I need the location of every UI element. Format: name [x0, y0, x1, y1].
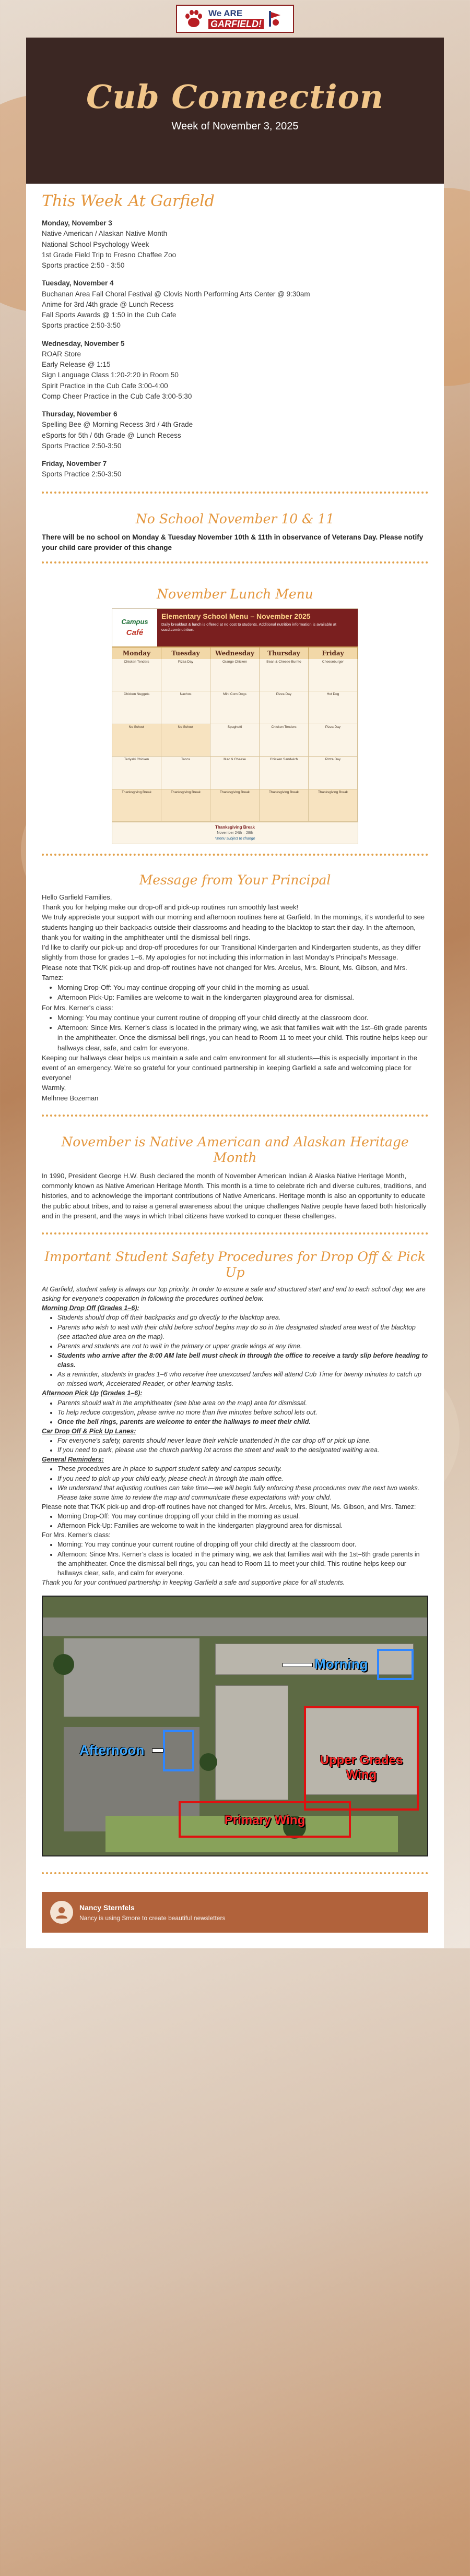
list-item: • Parents should wait in the amphitheater (see blue area on the map) area for dismissal. [57, 1398, 428, 1408]
safety-heading: Afternoon Pick Up (Grades 1–6): [42, 1389, 143, 1397]
menu-cell: Pizza Day [309, 757, 358, 789]
menu-cell: Pizza Day [309, 724, 358, 757]
menu-day-header: Wednesday [210, 648, 260, 659]
day-block [42, 339, 428, 402]
newsletter-title: Cub Connection [86, 78, 384, 116]
footer-sub: Nancy is using Smore to create beautiful newsletters [79, 1914, 226, 1922]
day-item: eSports for 5th / 6th Grade @ Lunch Recess [42, 431, 181, 439]
list-item: • Morning: You may continue your current routine of dropping off your child directly at the classroom door. [57, 1013, 428, 1023]
divider [42, 1232, 428, 1235]
safety-paragraph: For Mrs. Kerner's class: [42, 1531, 111, 1539]
principal-title: Message from Your Principal [139, 872, 331, 888]
list-item: • Afternoon Pick-Up: Families are welcome to wait in the kindergarten playground area for dismissal. [57, 992, 428, 1002]
safety-heading: Car Drop Off & Pick Up Lanes: [42, 1427, 136, 1435]
this-week-section [42, 184, 428, 480]
list-item: • For everyone's safety, parents should never leave their vehicle unattended in the car drop off or pick up lane. [57, 1436, 428, 1445]
day-item: Spelling Bee @ Morning Recess 3rd / 4th Grade [42, 421, 193, 429]
principal-paragraph: For Mrs. Kerner's class: [42, 1003, 113, 1012]
menu-cell: Chicken Tenders [260, 724, 309, 757]
safety-section [42, 1242, 428, 1856]
arrow-icon [283, 1663, 312, 1667]
arrow-icon [152, 1749, 163, 1752]
principal-signature: Melhnee Bozeman [42, 1094, 99, 1102]
safety-intro: At Garfield, student safety is always our top priority. In order to ensure a safe and structured start and end to each school day, we are asking for everyone's cooperation in following the procedures outlined below. [42, 1286, 426, 1303]
menu-cell: No School [112, 724, 161, 757]
lunch-menu-image[interactable] [112, 608, 358, 844]
menu-header-title: Elementary School Menu – November 2025 [161, 612, 311, 620]
menu-cell: Thanksgiving Break [112, 789, 161, 822]
logo-bar [0, 0, 470, 38]
safety-list [57, 1512, 428, 1530]
day-item: National School Psychology Week [42, 240, 149, 248]
menu-break-title: Thanksgiving Break [215, 825, 255, 830]
list-item: • To help reduce congestion, please arrive no more than five minutes before school lets out. [57, 1408, 428, 1417]
list-item: • Students should drop off their backpacks and go directly to the blacktop area. [57, 1313, 428, 1322]
list-item: • Afternoon: Since Mrs. Kerner’s class is located in the primary wing, we ask that families wait with the 1st–6th grade parents in the amphitheater. Once the dismissal bell rings, you can head to Room 11 to meet your child. This routine helps keep our hallways clear, safe, and calm for everyone. [57, 1023, 428, 1053]
day-item: Sports Practice 2:50-3:50 [42, 470, 122, 478]
safety-paragraph: Please note that TK/K pick-up and drop-off routines have not changed for Mrs. Arcelus, Mrs. Blount, Ms. Gibson, and Mrs. Tamez: [42, 1503, 416, 1511]
menu-cell: Pizza Day [260, 691, 309, 724]
menu-cell: Cheeseburger [309, 659, 358, 691]
day-item: Sports Practice 2:50-3:50 [42, 441, 122, 450]
day-name: Tuesday, November 4 [42, 279, 114, 287]
list-item: • Morning: You may continue your current routine of dropping off your child directly at the classroom door. [57, 1540, 428, 1549]
list-item: • Once the bell rings, parents are welcome to enter the hallways to meet their child. [57, 1417, 428, 1427]
safety-list [57, 1540, 428, 1578]
principal-paragraph: I’d like to clarify our pick-up and drop-off procedures for our Transitional Kindergarten and Kindergarten students, as they differ slightly from those for grades 1–6. My apologies for not including this information in last Monday’s Principal’s Message. [42, 943, 421, 962]
this-week-title: This Week At Garfield [42, 192, 215, 210]
list-item: • Afternoon: Since Mrs. Kerner’s class is located in the primary wing, we ask that families wait with the 1st–6th grade parents in the amphitheater. Once the dismissal bell rings, you can head to Room 11 to meet your child. This routine helps keep our hallways clear, safe, and calm for everyone. [57, 1550, 428, 1578]
day-item: Buchanan Area Fall Choral Festival @ Clovis North Performing Arts Center @ 9:30am [42, 290, 310, 298]
divider [42, 854, 428, 856]
content [26, 184, 444, 1892]
heritage-section [42, 1124, 428, 1221]
menu-cell: Teriyaki Chicken [112, 757, 161, 789]
day-item: Early Release @ 1:15 [42, 361, 111, 368]
menu-cell: Orange Chicken [210, 659, 260, 691]
campus-cafe-logo [112, 609, 157, 646]
principal-paragraph: Thank you for helping make our drop-off and pick-up routines run smoothly last week! [42, 903, 299, 912]
day-item: Sports practice 2:50-3:50 [42, 321, 121, 330]
safety-list [57, 1464, 428, 1502]
list-item: • If you need to park, please use the church parking lot across the street and walk to the designated waiting area. [57, 1445, 428, 1455]
card-bottom [26, 1933, 444, 1948]
campus-map-image[interactable] [42, 1596, 428, 1856]
menu-break-dates: November 24th – 28th [217, 831, 253, 835]
menu-cell: Tacos [161, 757, 210, 789]
safety-outro: Thank you for your continued partnership in keeping Garfield a safe and supportive place for all students. [42, 1578, 345, 1586]
afternoon-zone [163, 1730, 194, 1771]
masthead [26, 38, 444, 184]
heritage-title: November is Native American and Alaskan Heritage Month [61, 1134, 409, 1165]
day-name: Wednesday, November 5 [42, 339, 125, 348]
footer-name[interactable]: Nancy Sternfels [79, 1903, 135, 1912]
menu-cell: Chicken Nuggets [112, 691, 161, 724]
day-item: ROAR Store [42, 350, 81, 358]
principal-list [57, 983, 428, 1002]
menu-grid [112, 659, 358, 822]
safety-heading: Morning Drop Off (Grades 1–6): [42, 1304, 139, 1312]
newsletter-card [26, 38, 444, 1948]
list-item: • Morning Drop-Off: You may continue dropping off your child in the morning as usual. [57, 1512, 428, 1521]
no-school-text: There will be no school on Monday & Tuesday November 10th & 11th in observance of Veterans Day. Please notify your child care provider of this change [42, 533, 424, 552]
divider [42, 492, 428, 494]
menu-day-headers [112, 648, 358, 659]
safety-heading: General Reminders: [42, 1456, 104, 1464]
no-school-title: No School November 10 & 11 [135, 511, 335, 526]
logo-we-are: We ARE [208, 8, 243, 18]
divider [42, 1872, 428, 1874]
day-item: Spirit Practice in the Cub Cafe 3:00-4:00 [42, 381, 168, 390]
map-parking [64, 1638, 199, 1717]
menu-footer [112, 822, 358, 844]
list-item: • These procedures are in place to support student safety and campus security. [57, 1464, 428, 1473]
list-item: • As a reminder, students in grades 1–6 who receive free unexcused tardies will attend Cub Time for twenty minutes to catch up on missed work, Accelerated Reader, or other learning tasks. [57, 1370, 428, 1388]
menu-day-header: Thursday [260, 648, 309, 659]
principal-paragraph: Please note that TK/K pick-up and drop-off routines have not changed for Mrs. Arcelus, Mrs. Blount, Ms. Gibson, and Mrs. Tamez: [42, 963, 407, 981]
avatar [50, 1901, 73, 1924]
map-tree [199, 1753, 217, 1771]
day-block [42, 218, 428, 271]
day-item: Fall Sports Awards @ 1:50 in the Cub Cafe [42, 311, 177, 319]
cub-mascot-icon [268, 10, 281, 28]
day-item: Sign Language Class 1:20-2:20 in Room 50 [42, 371, 179, 379]
menu-cell: Thanksgiving Break [210, 789, 260, 822]
menu-day-header: Tuesday [161, 648, 210, 659]
day-item: Comp Cheer Practice in the Cub Cafe 3:00-5:30 [42, 392, 192, 400]
day-item: Native American / Alaskan Native Month [42, 230, 168, 238]
principal-paragraph: We truly appreciate your support with our morning and afternoon routines here at Garfield. In the mornings, it’s wonderful to see students hanging up their backpacks outside their classrooms and heading to the blacktop to start their day. In the afternoon, thank you for waiting in the amphitheater until the dismissal bell rings. [42, 913, 425, 941]
day-block [42, 409, 428, 451]
campus-cafe-logo-text: Café [126, 628, 144, 637]
day-item: Sports practice 2:50 - 3:50 [42, 261, 125, 269]
menu-cell: Thanksgiving Break [309, 789, 358, 822]
safety-title: Important Student Safety Procedures for Drop Off & Pick Up [44, 1249, 426, 1280]
footer [42, 1892, 428, 1933]
heritage-text: In 1990, President George H.W. Bush declared the month of November American Indian & Alaska Native Heritage Month, commonly known as Native American Heritage Month. This month is a time to celebrate rich and diverse cultures, traditions, and histories, and to acknowledge the important contributions of Native Americans. Heritage month is also an opportunity to educate the public about tribes, and to raise a general awareness about the unique challenges Native people have faced both historically and in the present, and the ways in which tribal citizens have worked to conquer these challenges. [42, 1171, 427, 1220]
list-item: • Afternoon Pick-Up: Families are welcome to wait in the kindergarten playground area for dismissal. [57, 1521, 428, 1530]
campus-cafe-logo-text: Campus [121, 618, 148, 626]
paw-icon [183, 9, 204, 29]
list-item: • If you need to pick up your child early, please check in through the main office. [57, 1474, 428, 1483]
day-name: Friday, November 7 [42, 460, 107, 468]
safety-list [57, 1398, 428, 1427]
menu-day-header: Monday [112, 648, 161, 659]
logo-garfield: GARFIELD! [208, 19, 264, 29]
day-name: Monday, November 3 [42, 219, 112, 227]
menu-day-header: Friday [309, 648, 358, 659]
menu-cell: Chicken Tenders [112, 659, 161, 691]
menu-cell: Nachos [161, 691, 210, 724]
week-label: Week of November 3, 2025 [171, 121, 299, 133]
user-icon [54, 1905, 69, 1920]
map-label-morning: Morning [314, 1656, 368, 1672]
list-item: • Parents who wish to wait with their child before school begins may do so in the designated shaded area west of the blacktop (see attached blue area on the map). [57, 1323, 428, 1341]
menu-cell: Hot Dog [309, 691, 358, 724]
days-list [42, 218, 428, 480]
divider [42, 561, 428, 564]
list-item: • We understand that adjusting routines can take time—we will begin fully enforcing these procedures over the next two weeks. Please take some time to review the map and communicate these expectations with your child. [57, 1483, 428, 1502]
list-item: • Morning Drop-Off: You may continue dropping off your child in the morning as usual. [57, 983, 428, 992]
menu-note: *Menu subject to change [215, 836, 255, 841]
map-building [215, 1685, 288, 1800]
safety-list [57, 1313, 428, 1388]
menu-cell: Bean & Cheese Burrito [260, 659, 309, 691]
divider [42, 1115, 428, 1117]
principal-paragraph: Keeping our hallways clear helps us maintain a safe and calm environment for all students—this is especially important in the event of an emergency. We’re so grateful for your continued partnership in keeping Garfield a safe and welcoming place for everyone! [42, 1053, 417, 1082]
lunch-menu-section [42, 571, 428, 844]
menu-cell: Thanksgiving Break [260, 789, 309, 822]
menu-cell: Thanksgiving Break [161, 789, 210, 822]
day-item: Anime for 3rd /4th grade @ Lunch Recess [42, 300, 174, 308]
school-logo [176, 5, 294, 33]
map-label-primary: Primary Wing [224, 1813, 306, 1828]
no-school-section [42, 501, 428, 557]
principal-closing: Warmly, [42, 1084, 66, 1092]
principal-list [57, 1013, 428, 1053]
menu-header-sub: Daily breakfast & lunch is offered at no cost to students. Additional nutrition information is available at cusd.com/nutrition. [161, 622, 337, 632]
safety-list [57, 1436, 428, 1455]
menu-cell: Chicken Sandwich [260, 757, 309, 789]
day-item: 1st Grade Field Trip to Fresno Chaffee Zoo [42, 250, 177, 259]
day-block [42, 459, 428, 480]
menu-cell: No School [161, 724, 210, 757]
list-item: • Students who arrive after the 8:00 AM late bell must check in through the office to receive a tardy slip before heading to class. [57, 1351, 428, 1370]
principal-greeting: Hello Garfield Families, [42, 893, 112, 901]
menu-cell: Pizza Day [161, 659, 210, 691]
day-name: Thursday, November 6 [42, 410, 118, 418]
map-tree [53, 1654, 74, 1675]
map-label-afternoon: Afternoon [79, 1742, 145, 1758]
map-label-upper: Upper Grades Wing [320, 1753, 403, 1782]
menu-cell: Mac & Cheese [210, 757, 260, 789]
day-block [42, 278, 428, 331]
list-item: • Parents and students are not to wait in the primary or upper grade wings at any time. [57, 1341, 428, 1351]
principal-message-section [42, 863, 428, 1103]
map-road [43, 1618, 428, 1636]
lunch-menu-title: November Lunch Menu [157, 586, 313, 602]
menu-cell: Mini Corn Dogs [210, 691, 260, 724]
morning-zone [377, 1649, 414, 1680]
menu-cell: Spaghetti [210, 724, 260, 757]
